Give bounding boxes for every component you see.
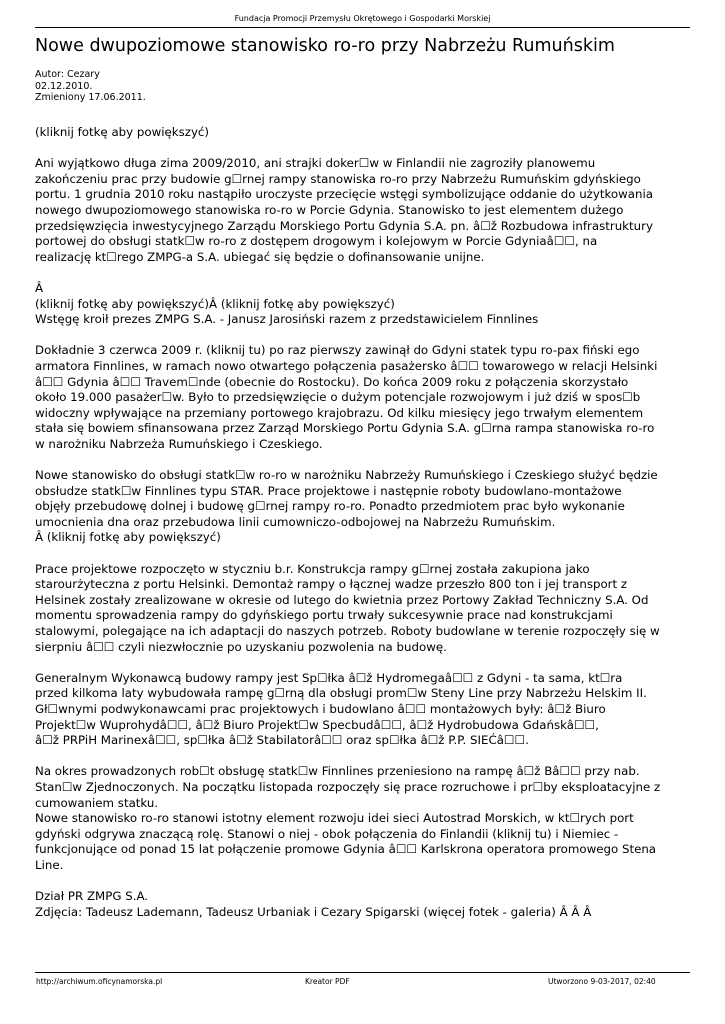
body-line: (kliknij fotkę aby powiększyć)Â (kliknij fotkę aby powiększyć) — [35, 296, 395, 311]
body-line: gdyński odgrywa znaczącą rolę. Stanowi o niej - obok połączenia do Finlandii (kliknij tu) i Niemiec - — [35, 826, 619, 841]
body-line: realizację kt☐rego ZMPG-a S.A. ubiegać się będzie o dofinansowanie unijne. — [35, 249, 485, 264]
article-title: Nowe dwupoziomowe stanowisko ro-ro przy Nabrzeżu Rumuńskim — [35, 36, 615, 56]
footer-url[interactable]: http://archiwum.oficynamorska.pl — [36, 977, 163, 986]
footer-generator: Kreator PDF — [305, 977, 350, 986]
body-line: â☐☐ Gdynia â☐☐ Travem☐nde (obecnie do Rostocku). Do końca 2009 roku z połączenia skorzystało — [35, 374, 629, 389]
body-line: nowego dwupoziomowego stanowiska ro-ro w Porcie Gdynia. Stanowisko to jest elementem dużego — [35, 202, 624, 217]
body-line: cumowaniem statku. — [35, 795, 159, 810]
body-line: Gł☐wnymi podwykonawcami prac projektowych i budowlano â☐☐ montażowych były: â☐ž Biuro — [35, 701, 606, 716]
body-line: około 19.000 pasażer☐w. Było to przedsięwzięcie o dużym potencjale rozwojowym i już dziś w spos☐b — [35, 390, 641, 405]
body-line: Prace projektowe rozpoczęto w styczniu b.r. Konstrukcja rampy g☐rnej została zakupiona jako — [35, 561, 590, 576]
body-line: stała się bowiem sfinansowana przez Zarząd Morskiego Portu Gdynia S.A. g☐rna rampa stanowiska ro-ro — [35, 421, 655, 436]
body-line: objęły przebudowę dolnej i budowę g☐rnej rampy ro-ro. Ponadto przedmiotem prac było wykonanie — [35, 499, 625, 514]
publisher-header: Fundacja Promocji Przemysłu Okrętowego i Gospodarki Morskiej — [234, 14, 491, 23]
body-line: obsłudze statk☐w Finnlines typu STAR. Prace projektowe i następnie roboty budowlano-montażowe — [35, 483, 622, 498]
body-line: momentu sprowadzenia rampy do gdyńskiego portu trwały sukcesywnie prace nad konstrukcjami — [35, 608, 613, 623]
body-line: Â (kliknij fotkę aby powiększyć) — [35, 530, 221, 545]
body-line: Generalnym Wykonawcą budowy rampy jest Sp☐łka â☐ž Hydromegaâ☐☐ z Gdyni - ta sama, kt☐ra — [35, 670, 623, 685]
body-line: (kliknij fotkę aby powiększyć) — [35, 125, 210, 139]
body-line: Ani wyjątkowo długa zima 2009/2010, ani strajki doker☐w w Finlandii nie zagroziły planowemu — [35, 156, 596, 171]
body-line: Â — [35, 280, 44, 295]
body-line: Stan☐w Zjednoczonych. Na początku listopada rozpoczęły się prace rozruchowe i pr☐by eksploatacyjne z — [35, 779, 661, 794]
footer-divider — [35, 972, 690, 973]
author-line: Autor: Cezary — [35, 69, 100, 80]
body-line: w narożniku Nabrzeża Rumuńskiego i Czeskiego. — [35, 436, 323, 451]
body-line: portowej do obsługi statk☐w ro-ro z dostępem drogowym i kolejowym w Porcie Gdyniaâ☐☐, na — [35, 234, 598, 249]
body-line: Projekt☐w Wuprohydâ☐☐, â☐ž Biuro Projekt☐w Specbudâ☐☐, â☐ž Hydrobudowa Gdańskâ☐☐, — [35, 717, 599, 732]
blank-line — [35, 749, 695, 765]
body-line: sierpniu â☐☐ czyli niezwłocznie po uzyskaniu pozwolenia na budowę. — [35, 639, 447, 654]
body-line: Wstęgę kroił prezes ZMPG S.A. - Janusz Jarosiński razem z przedstawicielem Finnlines — [35, 312, 539, 327]
body-line: zakończeniu prac przy budowie g☐rnej rampy stanowiska ro-ro przy Nabrzeżu Rumuńskim gdyńskiego — [35, 171, 641, 186]
blank-line — [35, 265, 695, 281]
body-line: Helsinek zostały zrealizowane w okresie od lutego do kwietnia przez Portowy Zakład Techniczny S.A. Od — [35, 592, 649, 607]
body-line: Na okres prowadzonych rob☐t obsługę statk☐w Finnlines przeniesiono na rampę â☐ž Bâ☐☐ przy nab. — [35, 764, 640, 779]
article-body — [35, 125, 695, 920]
body-line: przedsięwzięcia inwestycyjnego Zarządu Morskiego Portu Gdynia S.A. pn. â☐ž Rozbudowa infrastruktury — [35, 218, 653, 233]
blank-line — [35, 655, 695, 671]
body-line: umocnienia dna oraz przebudowa linii cumowniczo-odbojowej na Nabrzeżu Rumuńskim. — [35, 514, 556, 529]
body-line: stalowymi, polegające na ich adaptacji do naszych potrzeb. Roboty budowlane w terenie rozpoczęły się w — [35, 624, 660, 638]
created-date: 02.12.2010. — [35, 80, 93, 92]
body-line: Nowe stanowisko ro-ro stanowi istotny element rozwoju idei sieci Autostrad Morskich, w kt☐rych port — [35, 811, 634, 826]
body-line: starourżyteczna z portu Helsinki. Demontaż rampy o łącznej wadze przeszło 800 ton i jej transport z — [35, 577, 628, 592]
blank-line — [35, 328, 695, 344]
body-line: Line. — [35, 857, 64, 872]
body-line: Nowe stanowisko do obsługi statk☐w ro-ro w narożniku Nabrzeży Rumuńskiego i Czeskiego służyć będzie — [35, 468, 658, 483]
blank-line — [35, 141, 695, 157]
blank-line — [35, 874, 695, 890]
blank-line — [35, 546, 695, 562]
body-line: przed kilkoma laty wybudowała rampę g☐rną dla obsługi prom☐w Steny Line przy Nabrzeżu Helskim II. — [35, 686, 647, 701]
body-line: widoczny wpływające na przemiany portowego krajobrazu. Od kilku miesięcy jego trwałym elementem — [35, 405, 644, 420]
body-line: funkcjonujące od ponad 15 lat połączenie promowe Gdynia â☐☐ Karlskrona operatora promowego Stena — [35, 842, 657, 857]
body-line: Dokładnie 3 czerwca 2009 r. (kliknij tu) po raz pierwszy zawinął do Gdyni statek typu ro-pax fiński ego — [35, 343, 640, 358]
body-line: Dział PR ZMPG S.A. — [35, 889, 149, 904]
header-divider — [35, 27, 690, 28]
body-line: â☐ž PRPiH Marinexâ☐☐, sp☐łka â☐ž Stabilatorâ☐☐ oraz sp☐łka â☐ž P.P. SIEĆâ☐☐. — [35, 733, 529, 748]
body-line: portu. 1 grudnia 2010 roku nastąpiło uroczyste przecięcie wstęgi symbolizujące oddanie do użytkowania — [35, 187, 653, 202]
modified-date: Zmieniony 17.06.2011. — [35, 92, 146, 103]
body-line: armatora Finnlines, w ramach nowo otwartego połączenia pasażersko â☐☐ towarowego w relacji Helsinki — [35, 358, 658, 373]
footer-created: Utworzono 9-03-2017, 02:40 — [548, 977, 656, 986]
blank-line — [35, 452, 695, 468]
body-line: Zdjęcia: Tadeusz Lademann, Tadeusz Urbaniak i Cezary Spigarski (więcej fotek - galeria) Â Â Â — [35, 904, 592, 919]
article-meta — [35, 69, 146, 104]
